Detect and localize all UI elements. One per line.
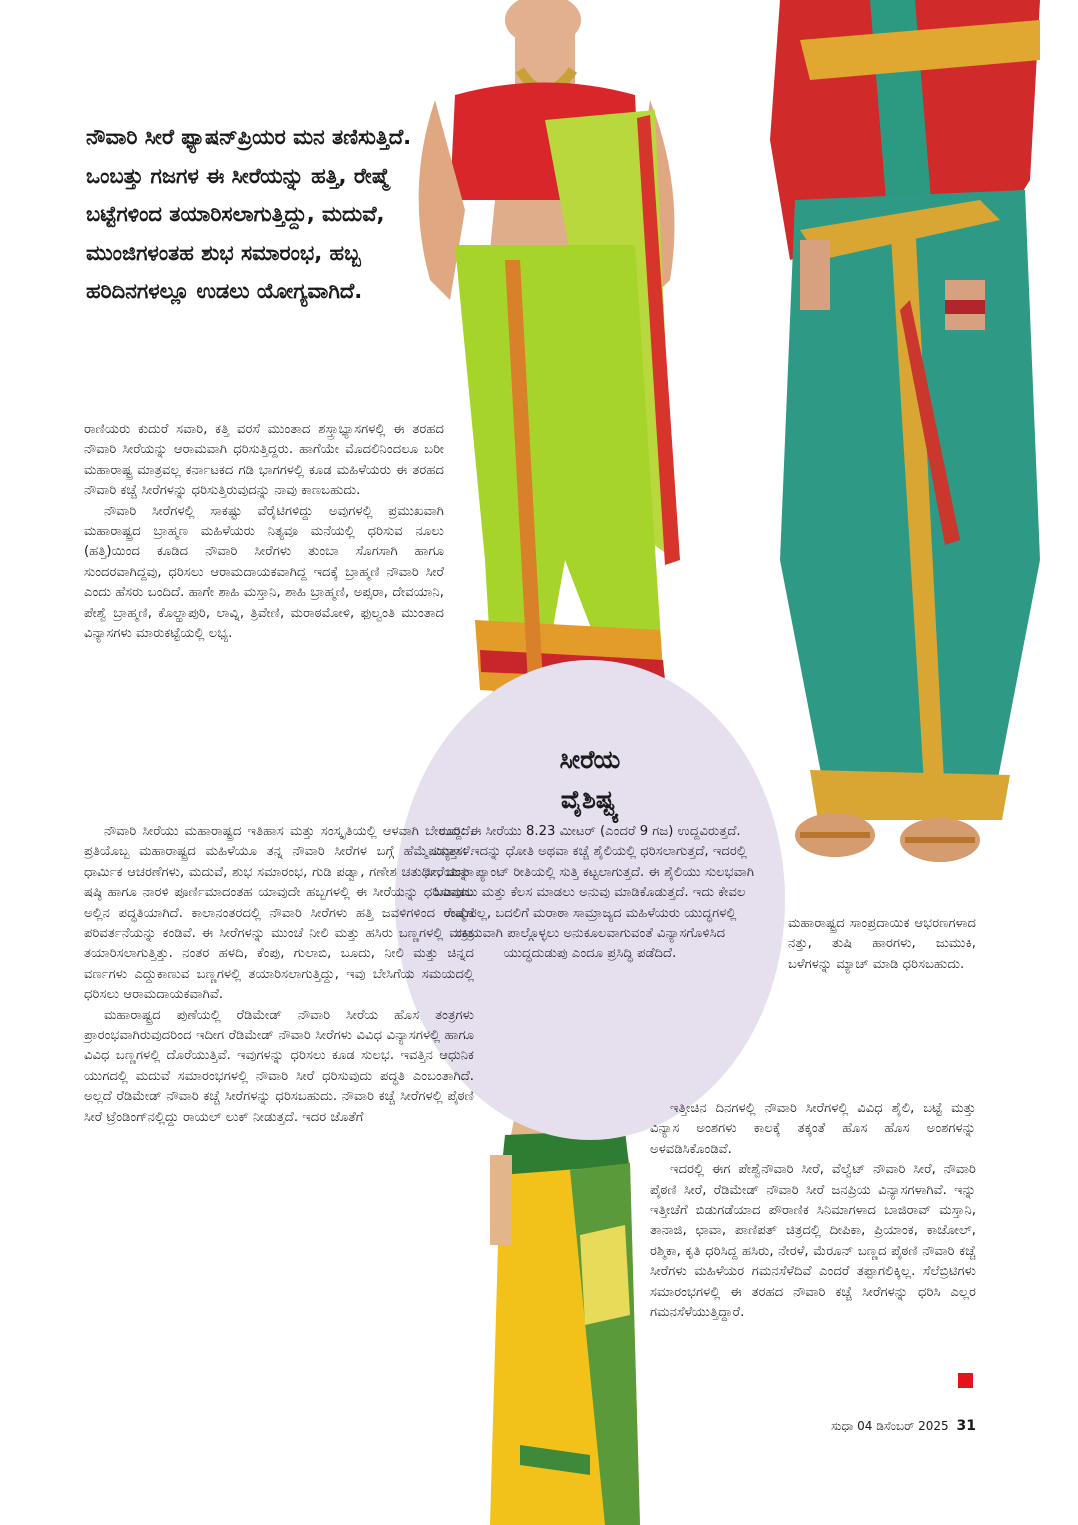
paragraph: ಮಹಾರಾಷ್ಟ್ರದ ಪುಣೆಯಲ್ಲಿ ರೆಡಿಮೇಡ್ ನೌವಾರಿ ಸೀರೆಯ ಹೊಸ ತಂತ್ರಗಳು ಪ್ರಾರಂಭವಾಗಿರುವುದರಿಂದ ಇದೀಗ ರೆಡಿಮೇಡ್ ನೌವಾರಿ ಸೀರೆಗಳು ವಿವಿಧ ವಿನ್ಯಾಸಗಳಲ್ಲಿ ಹಾಗೂ ವಿವಿಧ ಬಣ್ಣಗಳಲ್ಲಿ ದೊರೆಯುತ್ತಿವೆ. ಇವುಗಳನ್ನು ಧರಿಸಲು ಕೂಡ ಸುಲಭ. ಇವತ್ತಿನ ಆಧುನಿಕ ಯುಗದಲ್ಲಿ ಮದುವೆ ಸಮಾರಂಭಗಳಲ್ಲಿ ನೌವಾರಿ ಸೀರೆ ಧರಿಸುವುದು ಪದ್ಧತಿ ಎಂಬಂತಾಗಿದೆ. ಅಲ್ಲದೆ ರೆಡಿಮೇಡ್ ನೌವಾರಿ ಕಚ್ಚೆ ಸೀರೆಗಳನ್ನು ಧರಿಸಬಹುದು. ನೌವಾರಿ ಕಚ್ಚೆ ಸೀರೆಗಳಲ್ಲಿ ಪೈಠಣಿ ಸೀರೆ ಟ್ರೆಂಡಿಂಗ್‌ನಲ್ಲಿದ್ದು ರಾಯಲ್ ಲುಕ್ ನೀಡುತ್ತದೆ. ಇದರ ಜೊತೆಗೆ: [84, 1007, 474, 1125]
info-title-line1: ಸೀರೆಯ: [559, 745, 621, 774]
teal-saree-photo: [740, 0, 1060, 900]
paragraph: ರಾಣಿಯರು ಕುದುರೆ ಸವಾರಿ, ಕತ್ತಿ ವರಸೆ ಮುಂತಾದ ಶಸ್ತ್ರಾಭ್ಯಾಸಗಳಲ್ಲಿ ಈ ತರಹದ ನೌವಾರಿ ಸೀರೆಯನ್ನು ಆರಾಮವಾಗಿ ಧರಿಸುತ್ತಿದ್ದರು. ಹಾಗೆಯೇ ಮೊದಲಿನಿಂದಲೂ ಬರೀ ಮಹಾರಾಷ್ಟ್ರ ಮಾತ್ರವಲ್ಲ ಕರ್ನಾಟಕದ ಗಡಿ ಭಾಗಗಳಲ್ಲಿ ಕೂಡ ಮಹಿಳೆಯರು ಈ ತರಹದ ನೌವಾರಿ ಕಚ್ಚೆ ಸೀರೆಗಳನ್ನು ಧರಿಸುತ್ತಿರುವುದನ್ನು ನಾವು ಕಾಣಬಹುದು.: [84, 422, 444, 499]
info-title-line2: ವೈಶಿಷ್ಟ್ಯ: [560, 785, 620, 814]
intro-text: ನೌವಾರಿ ಸೀರೆ ಫ್ಯಾಷನ್‌ಪ್ರಿಯರ ಮನ ತಣಿಸುತ್ತಿದೆ. ಒಂಬತ್ತು ಗಜಗಳ ಈ ಸೀರೆಯನ್ನು ಹತ್ತಿ, ರೇಷ್ಮೆ ಬಟ್ಟೆಗಳಿಂದ ತಯಾರಿಸಲಾಗುತ್ತಿದ್ದು, ಮದುವೆ, ಮುಂಜಿಗಳಂತಹ ಶುಭ ಸಮಾರಂಭ, ಹಬ್ಬ ಹರಿದಿನಗಳಲ್ಲೂ ಉಡಲು ಯೋಗ್ಯವಾಗಿದೆ.: [86, 125, 412, 303]
info-design: ವಿನ್ಯಾಸ: ಇದನ್ನು ಧೋತಿ ಅಥವಾ ಕಚ್ಚೆ ಶೈಲಿಯಲ್ಲಿ ಧರಿಸಲಾಗುತ್ತದೆ, ಇದರಲ್ಲಿ ಸೀರೆಯನ್ನು ಪ್ಯಾಂಟ್ ರೀತಿಯಲ್ಲಿ ಸುತ್ತಿ ಕಟ್ಟಲಾಗುತ್ತದೆ. ಈ ಶೈಲಿಯು ಸುಲಭವಾಗಿ ಓಡಾಡಲು ಮತ್ತು ಕೆಲಸ ಮಾಡಲು ಅನುವು ಮಾಡಿಕೊಡುತ್ತದೆ. ಇದು ಕೇವಲ ಉಡುಪಲ್ಲ, ಬದಲಿಗೆ ಮರಾಠಾ ಸಾಮ್ರಾಜ್ಯದ ಮಹಿಳೆಯರು ಯುದ್ಧಗಳಲ್ಲಿ ಸಕ್ರಿಯವಾಗಿ ಪಾಲ್ಗೊಳ್ಳಲು ಅನುಕೂಲವಾಗುವಂತೆ ವಿನ್ಯಾಸಗೊಳಿಸಿದ ಯುದ್ಧದುಡುಪು ಎಂದೂ ಪ್ರಸಿದ್ಧಿ ಪಡೆದಿದೆ.: [425, 844, 755, 962]
yellow-saree-photo: [480, 1115, 650, 1525]
info-circle-body: [425, 822, 755, 965]
info-length: ಉದ್ದ: ಈ ಸೀರೆಯು 8.23 ಮೀಟರ್ (ಎಂದರೆ 9 ಗಜ) ಉದ್ದವಿರುತ್ತದೆ.: [439, 824, 741, 839]
paragraph: ಮಹಾರಾಷ್ಟ್ರದ ಸಾಂಪ್ರದಾಯಿಕ ಆಭರಣಗಳಾದ ನತ್ತು, ತುಷಿ ಹಾರಗಳು, ಜುಮುಕಿ, ಬಳೆಗಳನ್ನು ಮ್ಯಾಚ್ ಮಾಡಿ ಧರಿಸಬಹುದು.: [788, 916, 976, 972]
body-column-left-bottom: [84, 822, 474, 1128]
page-footer: [800, 1418, 976, 1434]
body-column-right-bottom: [650, 1099, 976, 1323]
info-circle-title: [395, 740, 785, 820]
paragraph: ನೌವಾರಿ ಸೀರೆಯು ಮಹಾರಾಷ್ಟ್ರದ ಇತಿಹಾಸ ಮತ್ತು ಸಂಸ್ಕೃತಿಯಲ್ಲಿ ಆಳವಾಗಿ ಬೇರೂರಿದೆ. ಪ್ರತಿಯೊಬ್ಬ ಮಹಾರಾಷ್ಟ್ರದ ಮಹಿಳೆಯೂ ತನ್ನ ನೌವಾರಿ ಸೀರೆಗಳ ಬಗ್ಗೆ ಹೆಮ್ಮೆಪಡುತ್ತಾಳೆ. ಧಾರ್ಮಿಕ ಆಚರಣೆಗಳು, ಮದುವೆ, ಶುಭ ಸಮಾರಂಭ, ಗುಡಿ ಪಡ್ವಾ, ಗಣೇಶ ಚತುರ್ಥಿ, ಚಂಪಾ ಷಷ್ಠಿ ಹಾಗೂ ನಾರಳಿ ಪೂರ್ಣಿಮಾದಂತಹ ಯಾವುದೇ ಹಬ್ಬಗಳಲ್ಲಿ ಈ ಸೀರೆಯನ್ನು ಧರಿಸುವುದು ಅಲ್ಲಿನ ಪದ್ಧತಿಯಾಗಿದೆ. ಕಾಲಾನಂತರದಲ್ಲಿ ನೌವಾರಿ ಸೀರೆಗಳು ಹತ್ತಿ ಜವಳಿಗಳಿಂದ ರೇಷ್ಮೆಗೆ ಪರಿವರ್ತನೆಯನ್ನು ಕಂಡಿವೆ. ಈ ಸೀರೆಗಳನ್ನು ಮುಂಚೆ ನೀಲಿ ಮತ್ತು ಹಸಿರು ಬಣ್ಣಗಳಲ್ಲಿ ಮಾತ್ರ ತಯಾರಿಸಲಾಗುತ್ತಿತ್ತು. ನಂತರ ಹಳದಿ, ಕೆಂಪು, ಗುಲಾಬಿ, ಬೂದು, ನೀಲಿ ಮತ್ತು ಚಿನ್ನದ ವರ್ಣಗಳು ಎದ್ದುಕಾಣುವ ಬಣ್ಣಗಳಲ್ಲಿ ತಯಾರಿಸಲಾಗುತ್ತಿದ್ದು, ಇವು ಬೇಸಿಗೆಯ ಸಮಯದಲ್ಲಿ ಧರಿಸಲು ಆರಾಮದಾಯಕವಾಗಿವೆ.: [84, 824, 474, 1003]
paragraph: ನೌವಾರಿ ಸೀರೆಗಳಲ್ಲಿ ಸಾಕಷ್ಟು ವೆರೈಟಿಗಳಿದ್ದು ಅವುಗಳಲ್ಲಿ ಪ್ರಮುಖವಾಗಿ ಮಹಾರಾಷ್ಟ್ರದ ಬ್ರಾಹ್ಮಣ ಮಹಿಳೆಯರು ನಿತ್ಯವೂ ಮನೆಯಲ್ಲಿ ಧರಿಸುವ ನೂಲು (ಹತ್ತಿ)ಯಿಂದ ಕೂಡಿದ ನೌವಾರಿ ಸೀರೆಗಳು ತುಂಬಾ ಸೊಗಸಾಗಿ ಹಾಗೂ ಸುಂದರವಾಗಿದ್ದವು, ಧರಿಸಲು ಆರಾಮದಾಯಕವಾಗಿದ್ದ ಇದಕ್ಕೆ ಬ್ರಾಹ್ಮಣಿ ನೌವಾರಿ ಸೀರೆ ಎಂದು ಹೆಸರು ಬಂದಿದೆ. ಹಾಗೇ ಶಾಹಿ ಮಸ್ತಾನಿ, ಶಾಹಿ ಬ್ರಾಹ್ಮಣಿ, ಅಪ್ಸರಾ, ದೇವಯಾನಿ, ಪೇಶ್ವೆ ಬ್ರಾಹ್ಮಣಿ, ಕೊಲ್ಹಾಪುರಿ, ಲಾವ್ನಿ, ತ್ರಿವೇಣಿ, ಮರಾಠಮೋಳಿ, ಫುಲ್ವಂತಿ ಮುಂತಾದ ವಿನ್ಯಾಸಗಳು ಮಾರುಕಟ್ಟೆಯಲ್ಲಿ ಲಭ್ಯ.: [84, 503, 444, 642]
page-number: 31: [956, 1418, 976, 1434]
footer-magazine-date: ಸುಧಾ 04 ಡಿಸೆಂಬರ್ 2025: [831, 1419, 949, 1433]
end-mark: [958, 1373, 973, 1388]
body-column-left-top: [84, 420, 444, 644]
paragraph: ಇದರಲ್ಲಿ ಈಗ ಪೇಶ್ವೆನೌವಾರಿ ಸೀರೆ, ವೆಲ್ವೆಟ್ ನೌವಾರಿ ಸೀರೆ, ನೌವಾರಿ ಪೈಠಣಿ ಸೀರೆ, ರೆಡಿಮೇಡ್ ನೌವಾರಿ ಸೀರೆ ಜನಪ್ರಿಯ ವಿನ್ಯಾಸಗಳಾಗಿವೆ. ಇನ್ನು ಇತ್ತೀಚೆಗೆ ಬಿಡುಗಡೆಯಾದ ಪೌರಾಣಿಕ ಸಿನಿಮಾಗಳಾದ ಬಾಜಿರಾವ್ ಮಸ್ತಾನಿ, ತಾನಾಜಿ, ಛಾವಾ, ಪಾಣಿಪತ್ ಚಿತ್ರದಲ್ಲಿ ದೀಪಿಕಾ, ಪ್ರಿಯಾಂಕ, ಕಾಜೋಲ್, ರಶ್ಮಿಕಾ, ಕೃತಿ ಧರಿಸಿದ್ದ ಹಸಿರು, ನೇರಳೆ, ಮೆರೂನ್ ಬಣ್ಣದ ಪೈಠಣಿ ನೌವಾರಿ ಕಚ್ಚೆ ಸೀರೆಗಳು ಮಹಿಳೆಯರ ಗಮನಸೆಳೆದಿವೆ ಎಂದರೆ ತಪ್ಪಾಗಲಿಕ್ಕಿಲ್ಲ. ಸೆಲೆಬ್ರಿಟಿಗಳು ಸಮಾರಂಭಗಳಲ್ಲಿ ಈ ತರಹದ ನೌವಾರಿ ಕಚ್ಚೆ ಸೀರೆಗಳನ್ನು ಧರಿಸಿ ಎಲ್ಲರ ಗಮನಸೆಳೆಯುತ್ತಿದ್ದಾರೆ.: [650, 1162, 976, 1321]
paragraph: ಇತ್ತೀಚಿನ ದಿನಗಳಲ್ಲಿ ನೌವಾರಿ ಸೀರೆಗಳಲ್ಲಿ ವಿವಿಧ ಶೈಲಿ, ಬಟ್ಟೆ ಮತ್ತು ವಿನ್ಯಾಸ ಅಂಶಗಳು ಕಾಲಕ್ಕೆ ತಕ್ಕಂತೆ ಹೊಸ ಹೊಸ ಅಂಶಗಳನ್ನು ಅಳವಡಿಸಿಕೊಂಡಿವೆ.: [650, 1101, 976, 1157]
body-column-right-top: [788, 914, 976, 975]
